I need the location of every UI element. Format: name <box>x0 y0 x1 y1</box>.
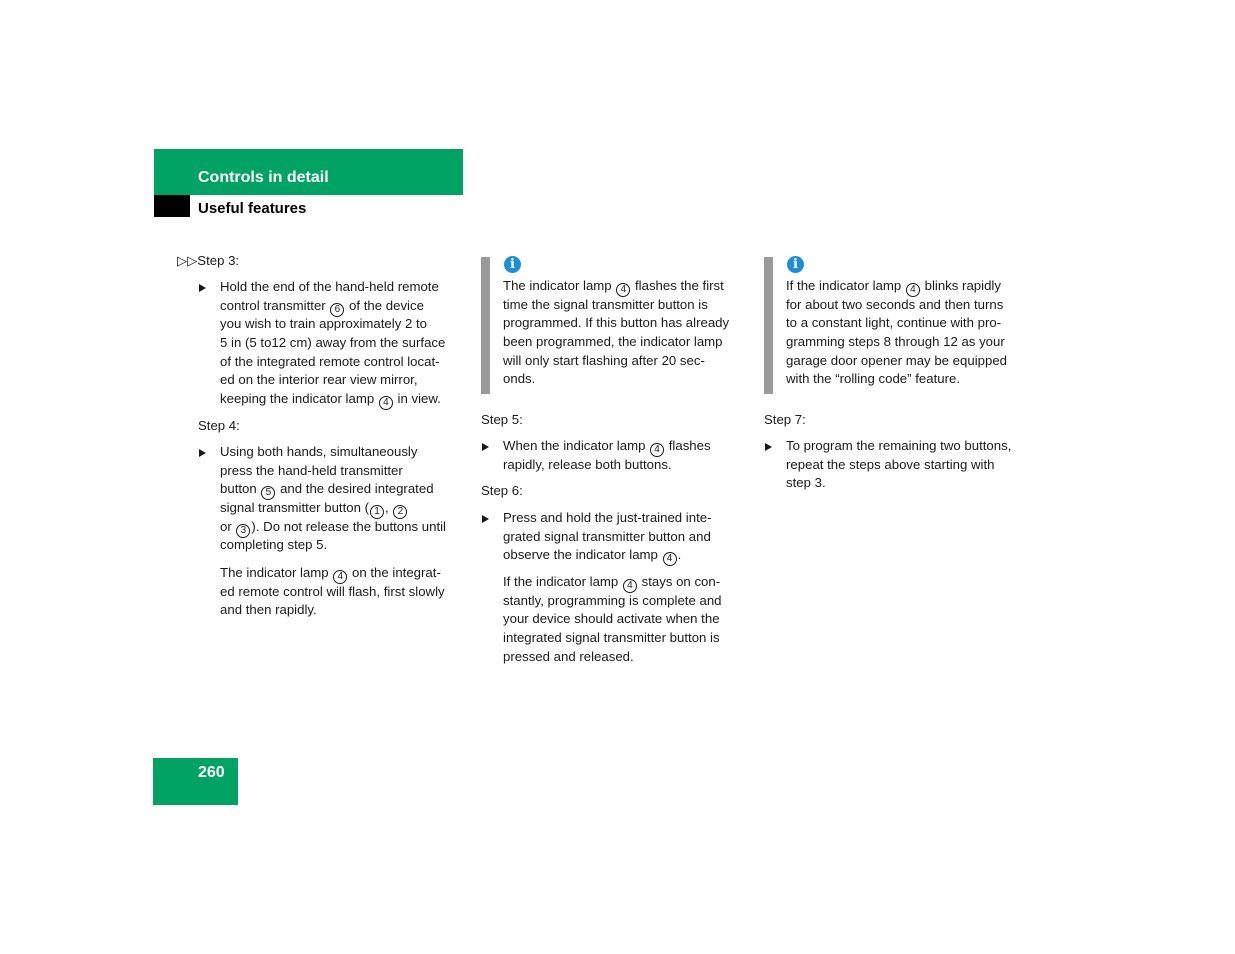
text-line: you wish to train approximately 2 to <box>220 316 427 332</box>
callout-number: 6 <box>330 303 344 317</box>
text-line: with the “rolling code” feature. <box>786 371 961 387</box>
text-line: gramming steps 8 through 12 as your <box>786 334 1005 350</box>
bullet-arrow-icon <box>765 443 772 451</box>
step6-note <box>503 573 722 666</box>
callout-number: 3 <box>236 524 250 538</box>
text-line: time the signal transmitter button is <box>503 296 708 312</box>
step4-heading: Step 4: <box>198 418 240 433</box>
text-line: press the hand-held transmitter <box>220 462 403 478</box>
bullet-arrow-icon <box>482 515 489 523</box>
step7-instruction <box>786 437 1011 493</box>
text-line: stantly, programming is complete and <box>503 592 722 608</box>
text-line: ed remote control will flash, first slowly <box>220 583 445 599</box>
info-icon: i <box>787 256 804 273</box>
text-line: and then rapidly. <box>220 602 317 618</box>
text-line: repeat the steps above starting with <box>786 456 995 472</box>
step3-heading: ▷▷Step 3: <box>177 253 240 268</box>
info-sidebar <box>764 257 773 394</box>
callout-number: 4 <box>333 570 347 584</box>
text-line: for about two seconds and then turns <box>786 296 1004 312</box>
text-line: completing step 5. <box>220 537 328 553</box>
text-line: Using both hands, simultaneously <box>220 444 418 459</box>
step5-instruction <box>503 437 711 474</box>
info-note <box>503 277 729 389</box>
text-line: to a constant light, continue with pro- <box>786 315 1002 331</box>
text-line: If the indicator lamp 4 stays on con- <box>503 574 721 591</box>
step4-instruction <box>220 443 446 555</box>
step5-heading: Step 5: <box>481 412 523 427</box>
step7-heading: Step 7: <box>764 412 806 427</box>
step4-note <box>220 564 445 620</box>
text-line: your device should activate when the <box>503 611 720 627</box>
callout-number: 1 <box>370 505 384 519</box>
text-line: Hold the end of the hand-held remote <box>220 279 439 294</box>
bullet-arrow-icon <box>199 449 206 457</box>
step6-heading: Step 6: <box>481 483 523 498</box>
text-line: observe the indicator lamp 4 . <box>503 547 682 565</box>
text-line: ed on the interior rear view mirror, <box>220 372 418 388</box>
callout-number: 4 <box>616 283 630 297</box>
text-line: or 3 ). Do not release the buttons until <box>220 518 446 536</box>
bullet-arrow-icon <box>482 443 489 451</box>
bullet-arrow-icon <box>199 284 206 292</box>
text-line: garage door opener may be equipped <box>786 352 1008 368</box>
text-line: pressed and released. <box>503 648 634 664</box>
text-line: If the indicator lamp 4 blinks rapidly <box>786 278 1001 295</box>
text-line: programmed. If this button has already <box>503 315 730 331</box>
subsection-marker <box>154 195 190 217</box>
callout-number: 5 <box>261 486 275 500</box>
page-number: 260 <box>198 764 225 781</box>
text-line: signal transmitter button ( 1 , 2 <box>220 499 446 518</box>
page-number-tab <box>153 758 238 805</box>
text-line: will only start flashing after 20 sec- <box>503 352 705 368</box>
text-line: The indicator lamp 4 flashes the first <box>503 278 724 295</box>
text-line: rapidly, release both buttons. <box>503 456 672 472</box>
text-line: To program the remaining two buttons, <box>786 438 1012 453</box>
step3-instruction <box>220 278 445 409</box>
section-title: Controls in detail <box>198 169 329 186</box>
callout-number: 2 <box>393 505 407 519</box>
callout-number: 4 <box>379 396 393 410</box>
text-line: 5 in (5 to12 cm) away from the surface <box>220 335 446 351</box>
text-line: step 3. <box>786 475 826 491</box>
text-line: onds. <box>503 371 536 387</box>
step6-instruction <box>503 509 712 565</box>
callout-number: 4 <box>906 283 920 297</box>
callout-number: 4 <box>623 579 637 593</box>
text-line: integrated signal transmitter button is <box>503 630 720 646</box>
text-line: The indicator lamp 4 on the integrat- <box>220 565 441 582</box>
text-line: been programmed, the indicator lamp <box>503 334 723 350</box>
text-line: control transmitter 6 of the device <box>220 297 424 315</box>
text-line: When the indicator lamp 4 flashes <box>503 438 711 455</box>
text-line: button 5 and the desired integrated <box>220 481 434 499</box>
subsection-title: Useful features <box>198 200 307 217</box>
callout-number: 4 <box>650 443 664 457</box>
text-line: grated signal transmitter button and <box>503 528 711 544</box>
text-line: of the integrated remote control locat- <box>220 353 440 369</box>
callout-number: 4 <box>663 552 677 566</box>
info-sidebar <box>481 257 490 394</box>
text-line: keeping the indicator lamp 4 in view. <box>220 391 441 409</box>
info-icon: i <box>504 256 521 273</box>
info-note <box>786 277 1007 389</box>
text-line: Press and hold the just-trained inte- <box>503 510 712 525</box>
